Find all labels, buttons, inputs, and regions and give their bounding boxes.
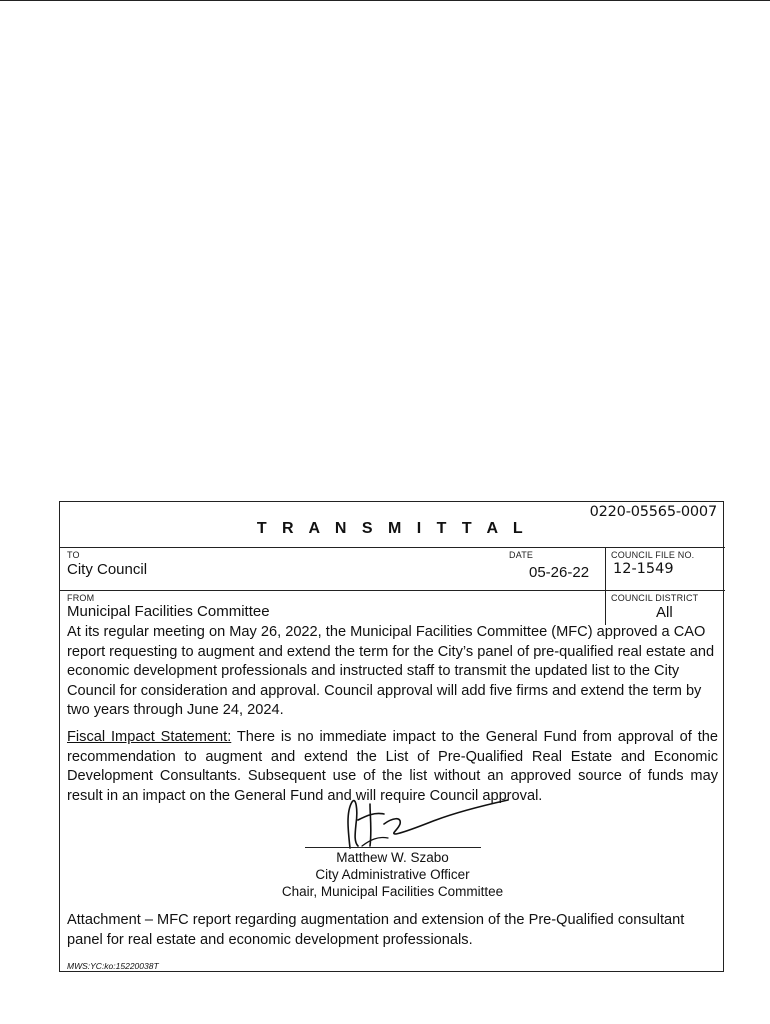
council-district-value: All <box>656 604 673 621</box>
council-file-label: COUNCIL FILE NO. <box>611 550 695 560</box>
divider-right-column <box>605 547 606 625</box>
divider-to-row <box>60 590 725 591</box>
document-number: 0220-05565-0007 <box>589 504 717 520</box>
council-file-value: 12-1549 <box>613 561 674 577</box>
form-title: T R A N S M I T T A L <box>256 520 529 537</box>
date-value: 05-26-22 <box>529 564 590 581</box>
to-value: City Council <box>67 561 148 578</box>
signatory-committee-title: Chair, Municipal Facilities Committee <box>281 884 504 899</box>
date-label: DATE <box>509 550 534 560</box>
fiscal-impact-text: There is no immediate impact to the General Fund from approval of the recommendation to augment and extend the List of Pre-Qualified Real Estate and Economic Development Consultants. Subsequent use of the list without an approved source of funds may result in an impact on the General Fund and will require Council approval. <box>67 729 718 804</box>
signatory-title: City Administrative Officer <box>315 867 470 882</box>
from-value: Municipal Facilities Committee <box>67 603 270 620</box>
reference-initials: MWS:YC:ko:15220038T <box>67 961 159 971</box>
council-district-label: COUNCIL DISTRICT <box>611 593 699 603</box>
fiscal-impact-heading: Fiscal Impact Statement: <box>67 729 232 745</box>
page-top-rule <box>0 0 770 1</box>
from-label: FROM <box>67 593 95 603</box>
to-label: TO <box>67 550 80 560</box>
signatory-name: Matthew W. Szabo <box>336 850 449 865</box>
transmittal-form <box>59 501 724 972</box>
attachment-note: Attachment – MFC report regarding augmentation and extension of the Pre-Qualified consultant panel for real estate and economic development professionals. <box>67 912 685 948</box>
body-paragraph: At its regular meeting on May 26, 2022, the Municipal Facilities Committee (MFC) approved a CAO report requesting to augment and extend the term for the City’s panel of pre-qualified real estate and economic development professionals and instructed staff to transmit the updated list to the City Council for consideration and approval. Council approval will add five firms and extend the term by two years through June 24, 2024. <box>67 624 715 718</box>
signature-image <box>340 790 520 852</box>
divider-title <box>60 547 725 548</box>
signature-line <box>305 847 481 848</box>
